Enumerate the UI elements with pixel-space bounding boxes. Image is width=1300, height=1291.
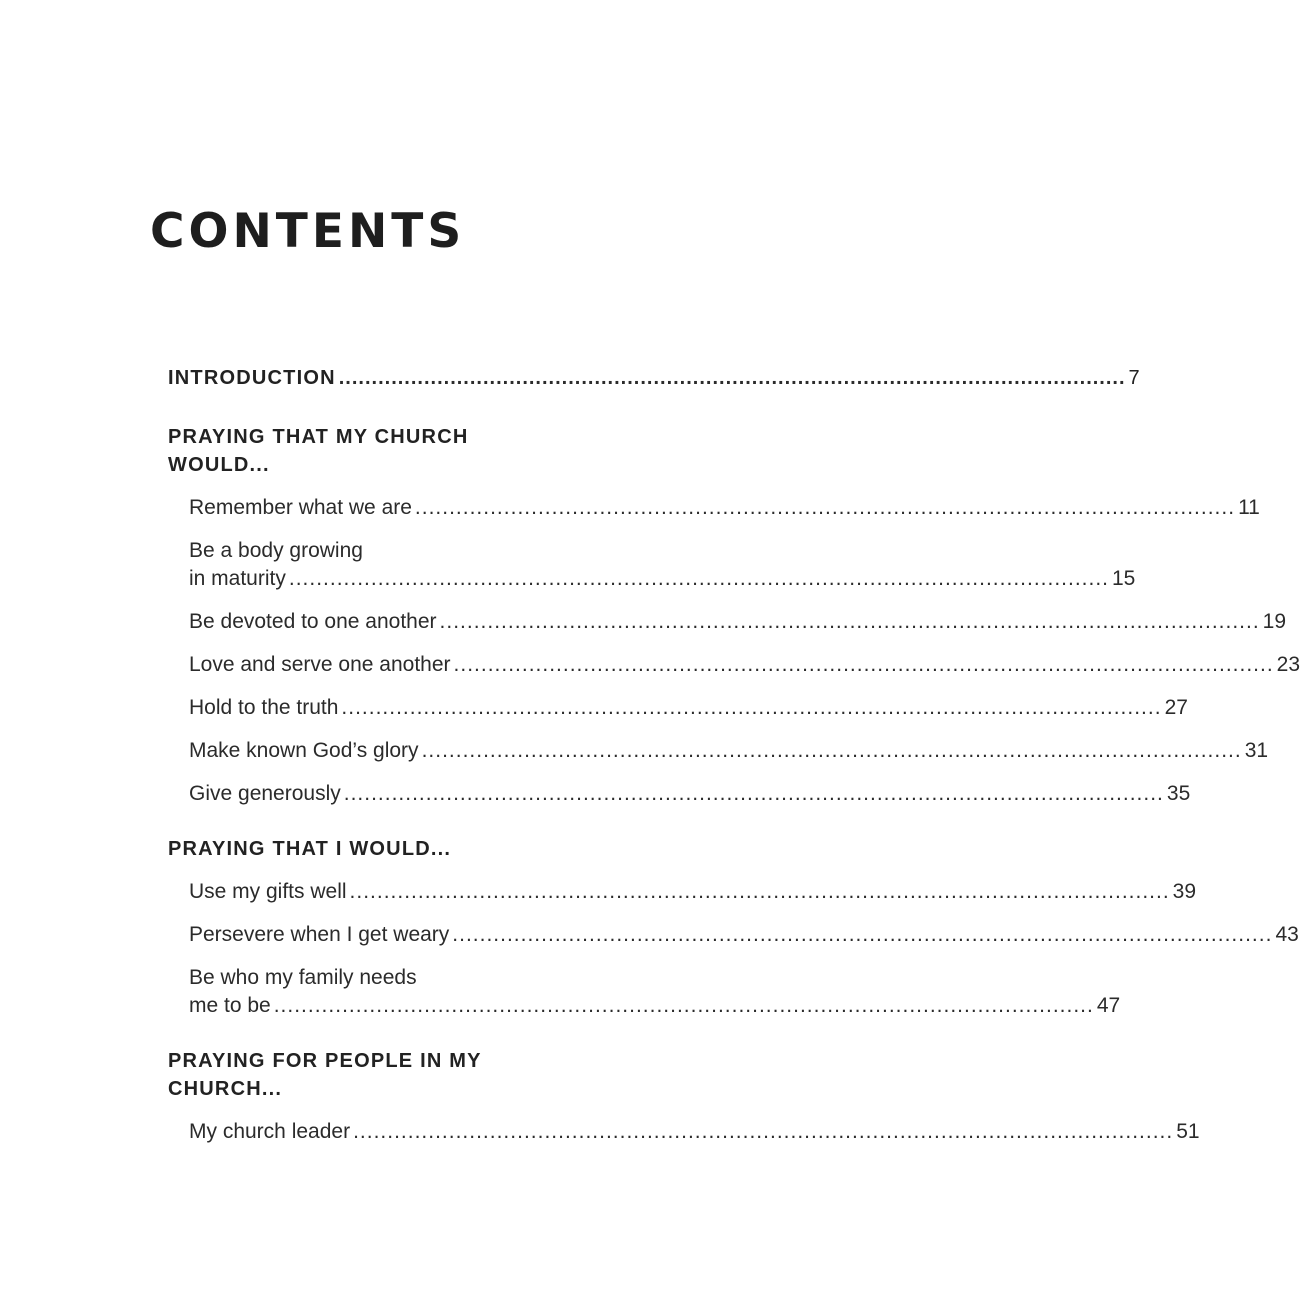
toc-section-i-would: [168, 835, 1299, 1020]
toc-entry[interactable]: [189, 737, 1269, 765]
dot-leader: ........................................................................................................................: [414, 496, 1236, 519]
dot-leader: ........................................................................................................................: [273, 994, 1094, 1017]
dot-leader: ........................................................................................................................: [439, 610, 1260, 633]
toc-entry[interactable]: [189, 608, 1287, 636]
toc-page-number: 11: [1238, 496, 1260, 519]
toc-entry[interactable]: [189, 537, 1136, 593]
section-heading: PRAYING THAT MY CHURCH WOULD...: [168, 426, 469, 476]
table-of-contents: [168, 364, 1300, 1146]
toc-entry-label: Remember what we are: [189, 496, 412, 519]
dot-leader: ........................................................................................................................: [343, 782, 1164, 805]
toc-entry-label-line1: Be who my family needs: [189, 966, 417, 989]
toc-page-number: 23: [1276, 653, 1300, 676]
dot-leader: ........................................................................................................................: [288, 567, 1109, 590]
toc-entry[interactable]: [189, 878, 1197, 906]
toc-entry-label: me to be: [189, 994, 271, 1017]
toc-entry[interactable]: [189, 694, 1188, 722]
toc-page-number: 51: [1176, 1120, 1200, 1143]
toc-section-people-in-church: [168, 1047, 1200, 1146]
toc-entry[interactable]: [189, 494, 1260, 522]
toc-section-my-church: [168, 423, 1300, 808]
toc-page-number: 39: [1172, 880, 1197, 903]
toc-entry[interactable]: [189, 921, 1299, 949]
toc-entry-label: Use my gifts well: [189, 880, 347, 903]
toc-entry-label: My church leader: [189, 1120, 351, 1143]
section-heading: PRAYING FOR PEOPLE IN MY CHURCH...: [168, 1050, 482, 1100]
toc-entry-label: Be devoted to one another: [189, 610, 437, 633]
toc-entry-introduction[interactable]: [168, 364, 1140, 392]
toc-page-number: 27: [1164, 696, 1188, 719]
page-title: CONTENTS: [150, 204, 466, 259]
toc-entry-label: Make known God’s glory: [189, 739, 419, 762]
toc-entry[interactable]: [189, 964, 1121, 1020]
toc-page-number: 15: [1112, 567, 1136, 590]
toc-entry-label: in maturity: [189, 567, 286, 590]
toc-entry[interactable]: [189, 1118, 1200, 1146]
toc-page-number: 47: [1096, 994, 1121, 1017]
dot-leader: ........................................................................................................................: [338, 367, 1126, 389]
toc-page-number: 31: [1244, 739, 1269, 762]
toc-entry-label: Give generously: [189, 782, 341, 805]
toc-entry-label-line1: Be a body growing: [189, 539, 363, 562]
dot-leader: ........................................................................................................................: [349, 880, 1170, 903]
dot-leader: ........................................................................................................................: [341, 696, 1162, 719]
toc-page-number: 35: [1166, 782, 1191, 805]
toc-page-number: 7: [1128, 367, 1140, 389]
dot-leader: ........................................................................................................................: [452, 923, 1273, 946]
toc-page-number: 43: [1275, 923, 1299, 946]
dot-leader: ........................................................................................................................: [453, 653, 1274, 676]
section-heading: PRAYING THAT I WOULD...: [168, 838, 452, 860]
toc-entry-label: Love and serve one another: [189, 653, 451, 676]
toc-entry-label: INTRODUCTION: [168, 367, 336, 389]
toc-page-number: 19: [1262, 610, 1287, 633]
toc-entry[interactable]: [189, 651, 1300, 679]
toc-entry-label: Persevere when I get weary: [189, 923, 450, 946]
toc-entry-label: Hold to the truth: [189, 696, 339, 719]
dot-leader: ........................................................................................................................: [353, 1120, 1174, 1143]
dot-leader: ........................................................................................................................: [421, 739, 1242, 762]
toc-entry[interactable]: [189, 780, 1191, 808]
